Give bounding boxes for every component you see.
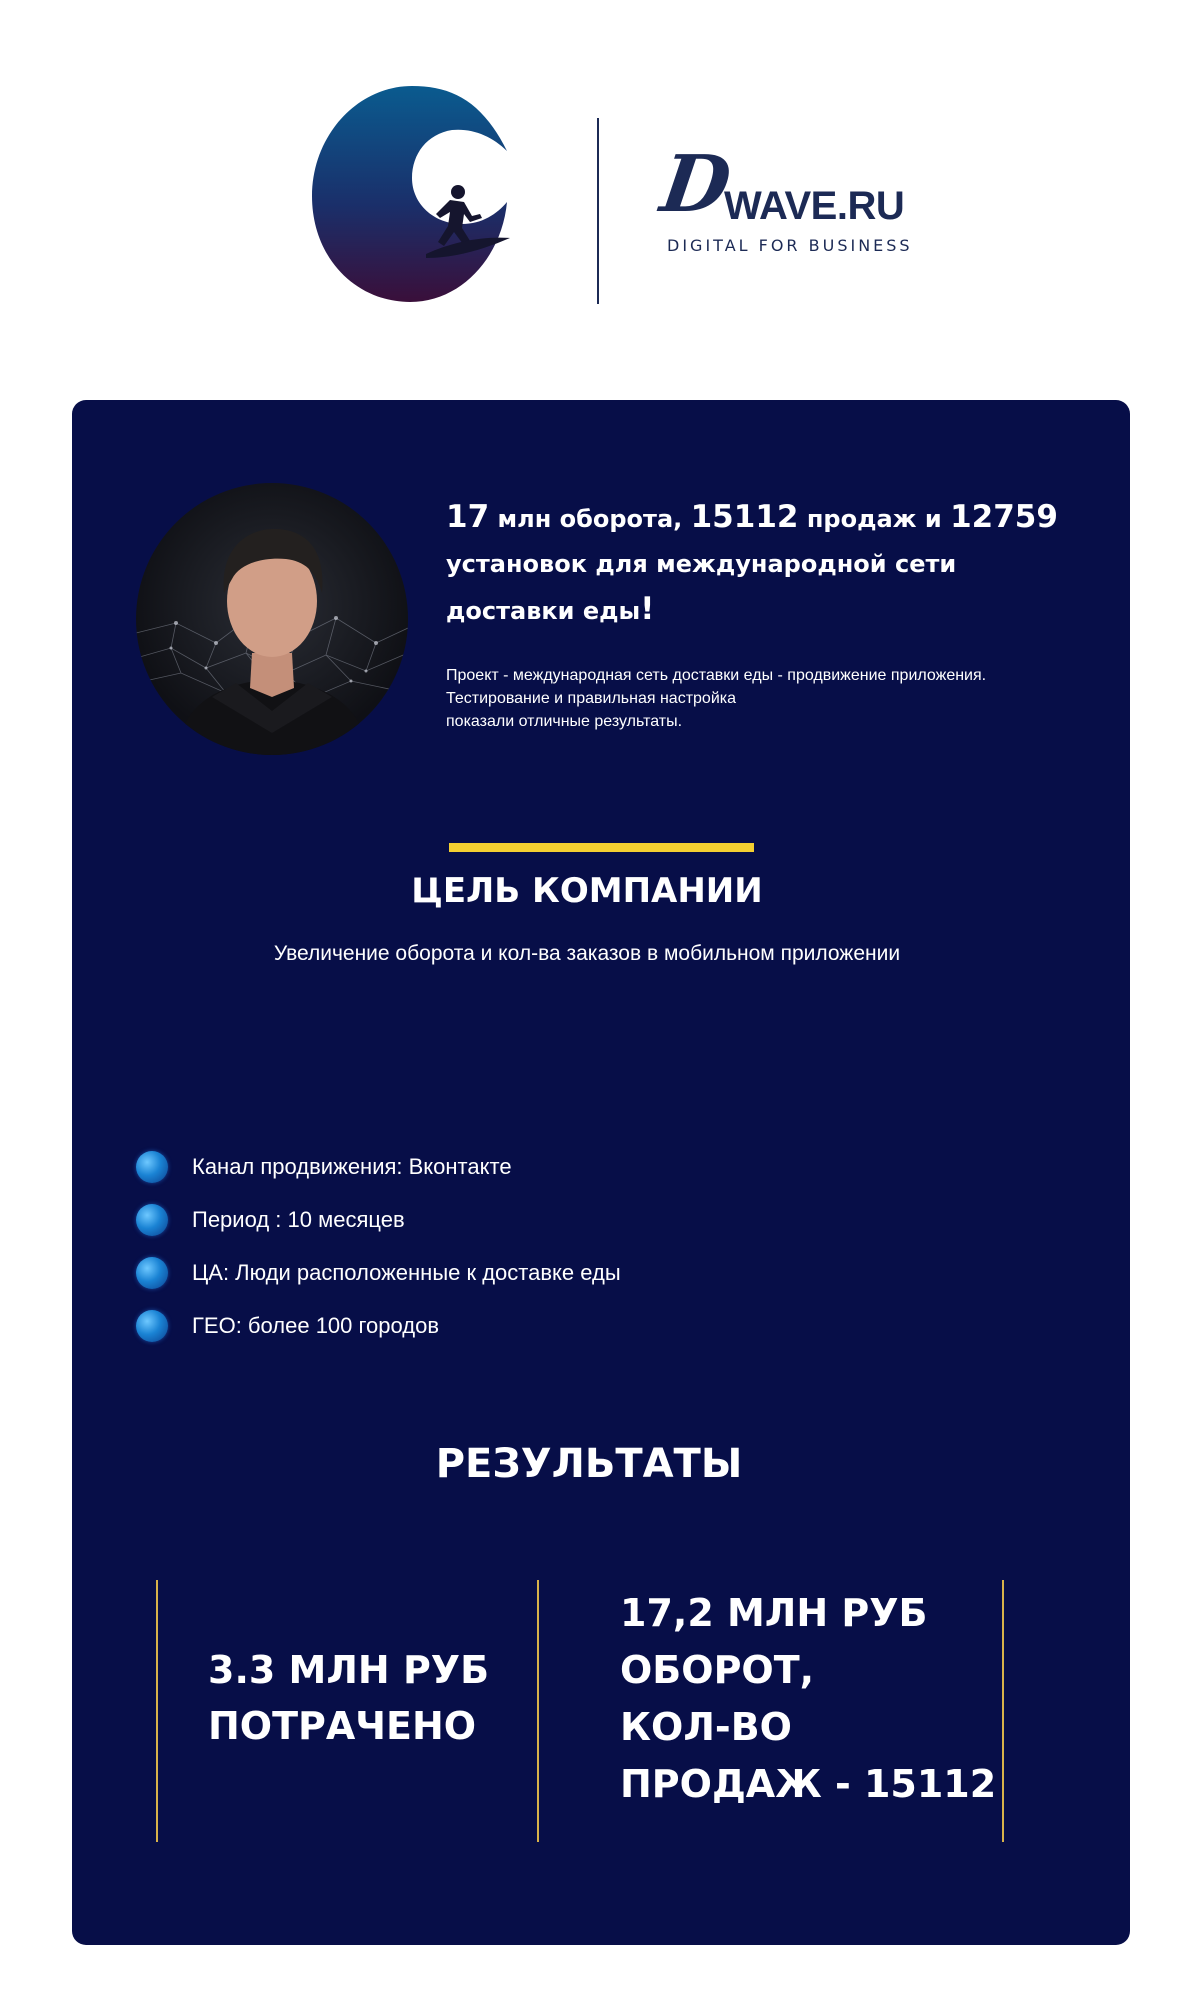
dwave-logo-initial: D [655,139,737,230]
list-item [136,1193,1036,1246]
case-headline [446,495,1086,634]
details-list [136,1140,1036,1352]
headline-turnover-number: 17 [446,499,490,535]
list-item [136,1246,1036,1299]
goal-title: ЦЕЛЬ КОМПАНИИ [411,871,763,911]
description-line: показали отличные результаты. [446,713,683,730]
list-item [136,1299,1036,1352]
results-title: РЕЗУЛЬТАТЫ [435,1441,743,1487]
list-item-text: ГЕО: более 100 городов [192,1312,440,1338]
wave-surfer-logo-icon [312,86,512,302]
headline-exclamation: ! [640,591,655,627]
description-line: Тестирование и правильная настройка [446,690,737,707]
avatar [136,483,408,755]
headline-text: млн оборота, [489,505,691,533]
headline-installs-number: 12759 [950,499,1058,535]
logo-divider [597,118,599,304]
person-photo-icon [136,483,408,755]
description-line: Проект - международная сеть доставки еды - продвижение приложения. [446,667,987,684]
case-card [72,400,1130,1945]
result-line: 3.3 МЛН РУБ [208,1648,490,1692]
result-line: ПОТРАЧЕНО [208,1704,477,1748]
header [0,0,1200,360]
list-item [136,1140,1036,1193]
result-spent [208,1642,508,1754]
result-line: ОБОРОТ, [620,1648,815,1692]
list-item-text: Канал продвижения: Вконтакте [192,1153,512,1179]
result-line: КОЛ-ВО [620,1705,792,1749]
bullet-dot-icon [136,1204,168,1236]
list-item-text: Период : 10 месяцев [192,1206,405,1232]
case-description [446,664,1126,733]
dwave-logo-tagline: DIGITAL FOR BUSINESS [667,236,913,255]
list-item-text: ЦА: Люди расположенные к доставке еды [192,1259,621,1285]
results-divider [156,1580,158,1842]
bullet-dot-icon [136,1151,168,1183]
dwave-logo [655,139,913,256]
dwave-logo-name: WAVE.RU [724,184,905,228]
accent-line [449,843,754,852]
results-divider [537,1580,539,1842]
headline-text: продаж и [798,505,951,533]
headline-text: установок для международной сети доставки еды [446,550,957,625]
goal-text: Увеличение оборота и кол-ва заказов в мобильном приложении [273,942,901,965]
result-turnover [620,1585,1040,1813]
bullet-dot-icon [136,1257,168,1289]
headline-sales-number: 15112 [690,499,799,535]
bullet-dot-icon [136,1310,168,1342]
result-line: ПРОДАЖ - 15112 [620,1762,997,1806]
result-line: 17,2 МЛН РУБ [620,1591,928,1635]
